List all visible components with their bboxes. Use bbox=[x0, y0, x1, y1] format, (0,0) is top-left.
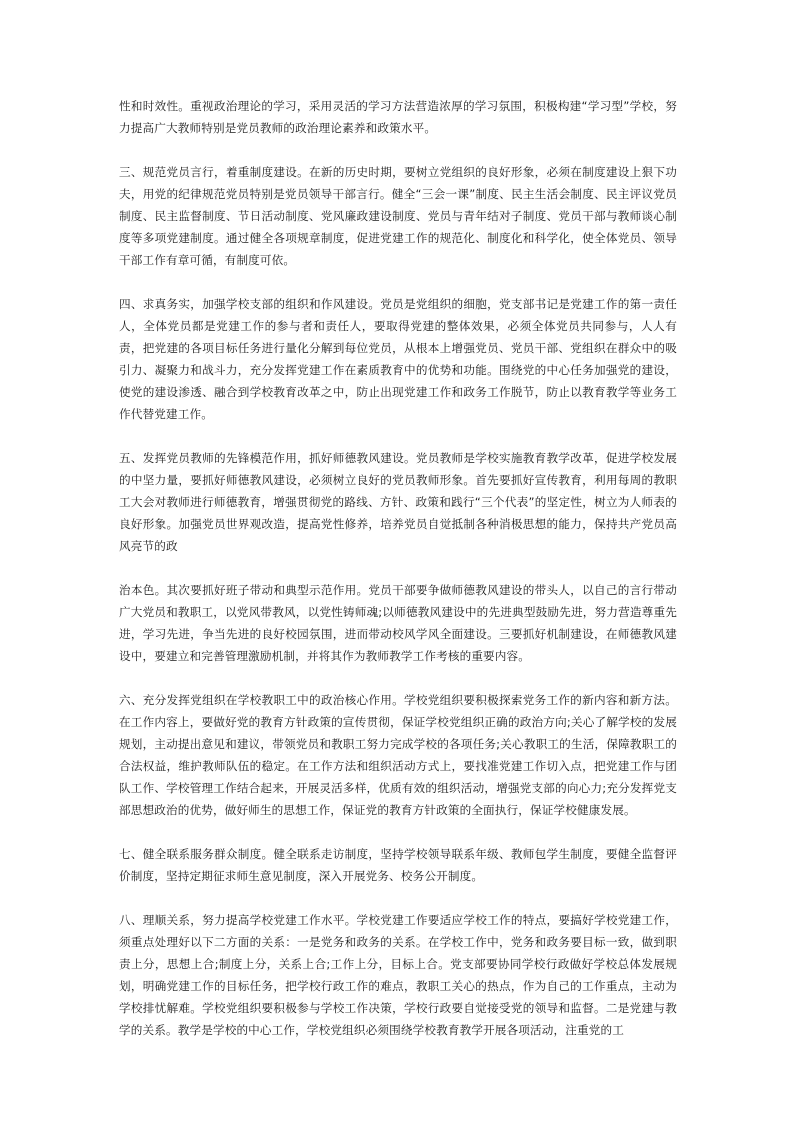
paragraph-section-4-organization-and-style: 四、求真务实，加强学校支部的组织和作风建设。党员是党组织的细胞，党支部书记是党建工作的第一责任人，全体党员都是党建工作的参与者和责任人，要取得党建的整体效果，必须全体党员共同参与，人人有责，把党建的各项目标任务进行量化分解到每位党员，从根本上增强党员、党员干部、党组织在群众中的吸引力、凝聚力和战斗力，充分发挥党建工作在素质教育中的优势和功能。围绕党的中心任务加强党的建设，使党的建设渗透、融合到学校教育改革之中，防止出现党建工作和政务工作脱节，防止以教育教学等业务工作代替党建工作。 bbox=[119, 297, 677, 421]
paragraph-section-3-conduct-and-institutions: 三、规范党员言行，着重制度建设。在新的历史时期，要树立党组织的良好形象，必须在制度建设上狠下功夫，用党的纪律规范党员特别是党员领导干部言行。健全“三会一课”制度、民主生活会制度、民主评议党员制度、民主监督制度、节日活动制度、党风廉政建设制度、党员与青年结对子制度、党员干部与教师谈心制度等多项党建制度。通过健全各项规章制度，促进党建工作的规范化、制度化和科学化，使全体党员、领导干部工作有章可循，有制度可依。 bbox=[119, 165, 677, 267]
paragraph-section-6-political-core: 六、充分发挥党组织在学校教职工中的政治核心作用。学校党组织要积极探索党务工作的新内容和新方法。在工作内容上，要做好党的教育方针政策的宣传贯彻，保证学校党组织正确的政治方向;关心了解学校的发展规划，主动提出意见和建议，带领党员和教职工努力完成学校的各项任务;关心教职工的生活，保障教职工的合法权益，维护教师队伍的稳定。在工作方法和组织活动方式上，要找准党建工作切入点，把党建工作与团队工作、学校管理工作结合起来，开展灵活多样，优质有效的组织活动，增强党支部的向心力;充分发挥党支部思想政治的优势，做好师生的思想工作，保证党的教育方针政策的全面执行，保证学校健康发展。 bbox=[119, 693, 677, 817]
paragraph-section-5-continuation: 治本色。其次要抓好班子带动和典型示范作用。党员干部要争做师德教风建设的带头人，以自己的言行带动广大党员和教职工，以党风带教风，以党性铸师魂;以师德教风建设中的先进典型鼓励先进，努力营造尊重先进，学习先进，争当先进的良好校园氛围，进而带动校风学风全面建设。三要抓好机制建设，在师德教风建设中，要建立和完善管理激励机制，并将其作为教师教学工作考核的重要内容。 bbox=[119, 583, 677, 663]
paragraph-section-8-relationships: 八、理顺关系，努力提高学校党建工作水平。学校党建工作要适应学校工作的特点，要搞好学校党建工作，须重点处理好以下二方面的关系：一是党务和政务的关系。在学校工作中，党务和政务要目标一致，做到职责上分，思想上合;制度上分，关系上合;工作上分，目标上合。党支部要协同学校行政做好学校总体发展规划，明确党建工作的目标任务，把学校行政工作的难点，教职工关心的热点，作为自己的工作重点，主动为学校排忧解难。学校党组织要积极参与学校工作决策，学校行政要自觉接受党的领导和监督。二是党建与教学的关系。教学是学校的中心工作，学校党组织必须围绕学校教育教学开展各项活动，注重党的工 bbox=[119, 913, 677, 1037]
paragraph-section-7-serving-the-masses: 七、健全联系服务群众制度。健全联系走访制度，坚持学校领导联系年级、教师包学生制度，要健全监督评价制度，坚持定期征求师生意见制度，深入开展党务、校务公开制度。 bbox=[119, 847, 677, 883]
paragraph-continuation-theory-study: 性和时效性。重视政治理论的学习，采用灵活的学习方法营造浓厚的学习氛围，积极构建“学习型”学校，努力提高广大教师特别是党员教师的政治理论素养和政策水平。 bbox=[119, 99, 677, 135]
document-page bbox=[119, 95, 677, 1063]
paragraph-section-5-exemplary-role: 五、发挥党员教师的先锋模范作用，抓好师德教风建设。党员教师是学校实施教育教学改革，促进学校发展的中坚力量，要抓好师德教风建设，必须树立良好的党员教师形象。首先要抓好宣传教育，利用每周的教职工大会对教师进行师德教育，增强贯彻党的路线、方针、政策和践行“三个代表”的坚定性，树立为人师表的良好形象。加强党员世界观改造，提高党性修养，培养党员自觉抵制各种消极思想的能力，保持共产党员高风亮节的政 bbox=[119, 451, 677, 553]
